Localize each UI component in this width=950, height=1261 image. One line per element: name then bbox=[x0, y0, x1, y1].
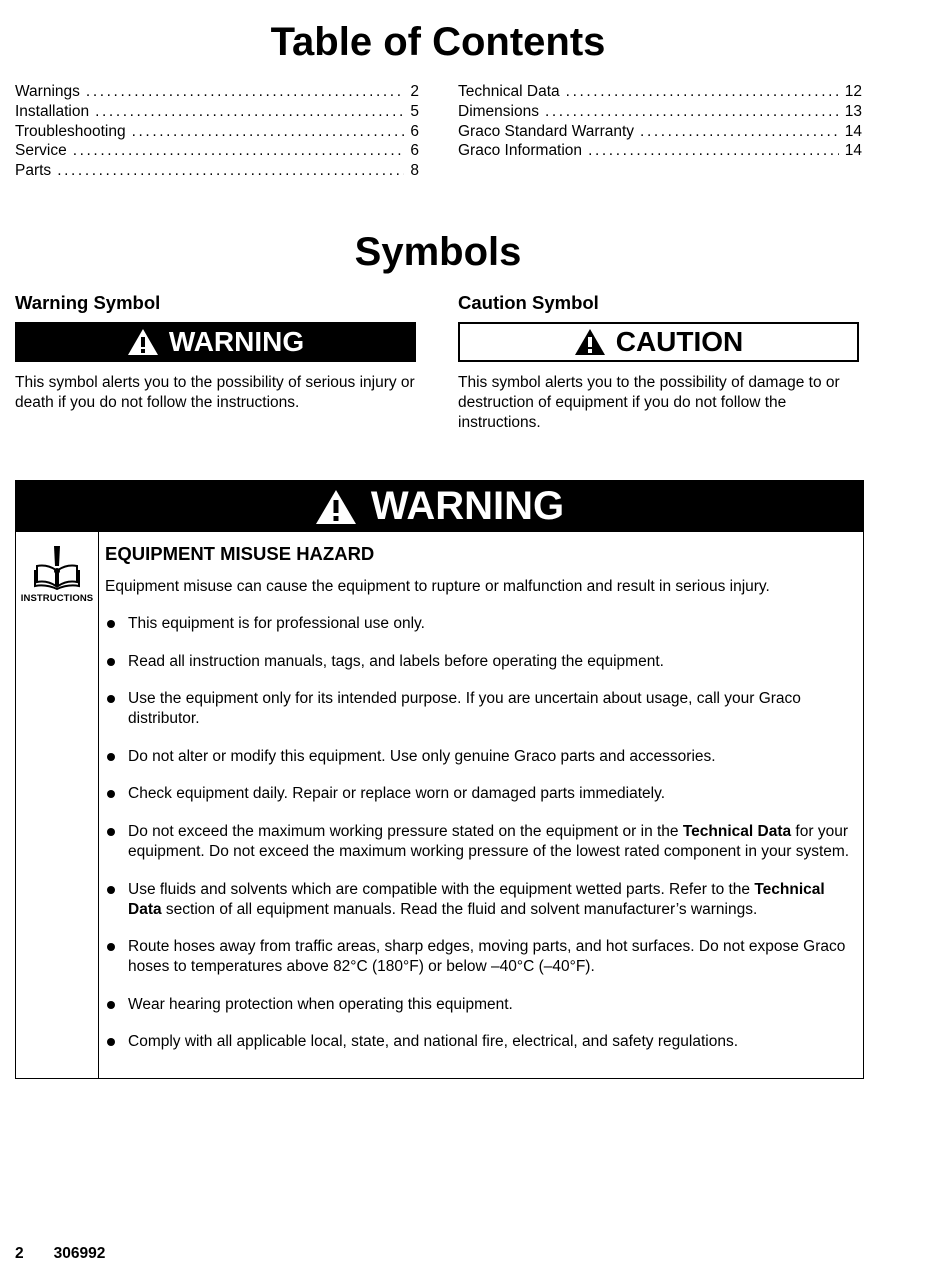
toc-entry-label: Troubleshooting bbox=[15, 122, 126, 140]
hazard-intro: Equipment misuse can cause the equipment to rupture or malfunction and result in serious injury. bbox=[105, 578, 770, 595]
instruction-manual-icon bbox=[34, 546, 80, 590]
list-item bbox=[105, 689, 855, 729]
toc-right-column bbox=[458, 82, 862, 161]
technical-data-reference: Technical Data bbox=[128, 880, 825, 918]
toc-entry-label: Technical Data bbox=[458, 83, 560, 100]
bullet-text bbox=[128, 880, 855, 920]
list-item bbox=[105, 822, 855, 862]
toc-entry-page: 8 bbox=[410, 162, 419, 180]
toc-title: Table of Contents bbox=[270, 20, 606, 64]
toc-entry-label: Installation bbox=[15, 102, 90, 120]
list-item bbox=[105, 652, 855, 672]
toc-leader-dots bbox=[57, 161, 404, 181]
toc-leader-dots bbox=[566, 82, 839, 102]
toc-entry-page: 12 bbox=[844, 83, 862, 100]
bullet-text: This equipment is for professional use only. bbox=[128, 615, 425, 632]
warning-box-header bbox=[16, 481, 863, 532]
toc-entry-label: Dimensions bbox=[458, 102, 539, 120]
bullet-icon bbox=[105, 689, 128, 729]
toc-leader-dots bbox=[640, 122, 839, 142]
toc-entry-page: 13 bbox=[844, 102, 862, 120]
toc-entry[interactable] bbox=[15, 161, 419, 181]
list-item bbox=[105, 937, 855, 977]
bullet-icon bbox=[105, 614, 128, 634]
toc-entry-page: 14 bbox=[844, 122, 862, 140]
list-item bbox=[105, 784, 855, 804]
symbols-title: Symbols bbox=[354, 230, 522, 274]
page-footer bbox=[15, 1245, 105, 1261]
equipment-misuse-warning-box bbox=[15, 480, 864, 1079]
bullet-icon bbox=[105, 937, 128, 977]
bullet-text: Wear hearing protection when operating this equipment. bbox=[128, 995, 513, 1013]
toc-entry-page: 2 bbox=[410, 83, 419, 100]
bullet-icon bbox=[105, 652, 128, 672]
document-number: 306992 bbox=[53, 1245, 106, 1261]
warning-content-cell bbox=[99, 532, 863, 1078]
bullet-icon bbox=[105, 822, 128, 862]
toc-entry-label: Parts bbox=[15, 162, 52, 180]
caution-symbol-heading: Caution Symbol bbox=[458, 292, 599, 313]
toc-entry[interactable] bbox=[15, 82, 419, 102]
toc-left-column bbox=[15, 82, 419, 181]
technical-data-reference: Technical Data bbox=[682, 822, 792, 840]
warning-banner bbox=[15, 322, 416, 362]
bullet-text: Use the equipment only for its intended purpose. If you are uncertain about usage, call your Graco distributor. bbox=[128, 690, 801, 728]
toc-entry[interactable] bbox=[458, 102, 862, 122]
bullet-text: Comply with all applicable local, state, and national fire, electrical, and safety regulations. bbox=[128, 1033, 738, 1051]
caution-banner-label: CAUTION bbox=[615, 326, 744, 357]
bullet-text: Read all instruction manuals, tags, and labels before operating the equipment. bbox=[128, 652, 664, 670]
warning-triangle-icon bbox=[315, 489, 357, 525]
toc-entry[interactable] bbox=[15, 122, 419, 142]
bullet-text: Check equipment daily. Repair or replace worn or damaged parts immediately. bbox=[128, 785, 666, 803]
toc-entry-page: 6 bbox=[410, 142, 419, 160]
toc-leader-dots bbox=[95, 102, 404, 122]
bullet-icon bbox=[105, 784, 128, 804]
bullet-text-part: Use fluids and solvents which are compatible with the equipment wetted parts. Refer to the bbox=[128, 880, 755, 898]
toc-entry-page: 14 bbox=[844, 142, 862, 160]
toc-entry[interactable] bbox=[458, 122, 862, 142]
list-item bbox=[105, 995, 855, 1015]
warning-box-body bbox=[16, 532, 863, 1078]
page-number: 2 bbox=[15, 1245, 24, 1261]
caution-symbol-description: This symbol alerts you to the possibility of damage to or destruction of equipment if you do not follow the instructions. bbox=[458, 374, 840, 431]
instructions-icon-label: INSTRUCTIONS bbox=[20, 593, 94, 604]
toc-entry-label: Graco Standard Warranty bbox=[458, 122, 635, 140]
toc-leader-dots bbox=[86, 82, 404, 102]
bullet-icon bbox=[105, 1032, 128, 1052]
toc-entry-page: 5 bbox=[410, 102, 419, 120]
caution-symbol-section bbox=[458, 291, 862, 433]
bullet-icon bbox=[105, 880, 128, 920]
bullet-icon bbox=[105, 747, 128, 767]
toc-entry[interactable] bbox=[15, 102, 419, 122]
toc-leader-dots bbox=[588, 141, 839, 161]
bullet-text-part: Do not exceed the maximum working pressure stated on the equipment or in the bbox=[128, 822, 683, 840]
toc-leader-dots bbox=[545, 102, 839, 122]
toc-entry-label: Graco Information bbox=[458, 142, 583, 160]
list-item bbox=[105, 747, 855, 767]
hazard-bullet-list bbox=[105, 614, 855, 1052]
toc-entry-label: Service bbox=[15, 142, 67, 160]
bullet-text bbox=[128, 822, 855, 862]
caution-banner bbox=[458, 322, 859, 362]
warning-box-header-label: WARNING bbox=[370, 484, 565, 528]
toc-leader-dots bbox=[73, 141, 405, 161]
warning-icon-cell bbox=[16, 532, 99, 1078]
toc-entry[interactable] bbox=[458, 141, 862, 161]
bullet-text: Do not alter or modify this equipment. Use only genuine Graco parts and accessories. bbox=[128, 747, 716, 765]
list-item bbox=[105, 1032, 855, 1052]
hazard-title: EQUIPMENT MISUSE HAZARD bbox=[105, 543, 375, 564]
bullet-icon bbox=[105, 995, 128, 1015]
warning-symbol-heading: Warning Symbol bbox=[15, 292, 161, 313]
bullet-text: Route hoses away from traffic areas, sharp edges, moving parts, and hot surfaces. Do not expose Graco hoses to temperatures above 82°C (180°F) or below –40°C (–40°F). bbox=[128, 938, 846, 976]
toc-entry[interactable] bbox=[458, 82, 862, 102]
toc-entry-label: Warnings bbox=[15, 83, 80, 100]
toc-entry-page: 6 bbox=[410, 122, 419, 140]
list-item bbox=[105, 614, 855, 634]
caution-triangle-icon bbox=[574, 328, 606, 356]
warning-symbol-section bbox=[15, 291, 419, 413]
toc-leader-dots bbox=[132, 122, 405, 142]
bullet-text-part: section of all equipment manuals. Read the fluid and solvent manufacturer’s warnings. bbox=[161, 900, 758, 918]
warning-symbol-description: This symbol alerts you to the possibility of serious injury or death if you do not follow the instructions. bbox=[15, 374, 415, 411]
warning-banner-label: WARNING bbox=[168, 326, 305, 357]
toc-entry[interactable] bbox=[15, 141, 419, 161]
warning-triangle-icon bbox=[127, 328, 159, 356]
list-item bbox=[105, 880, 855, 920]
bullet-text-part: for your equipment. Do not exceed the maximum working pressure of the lowest rated component in your system. bbox=[128, 822, 850, 860]
